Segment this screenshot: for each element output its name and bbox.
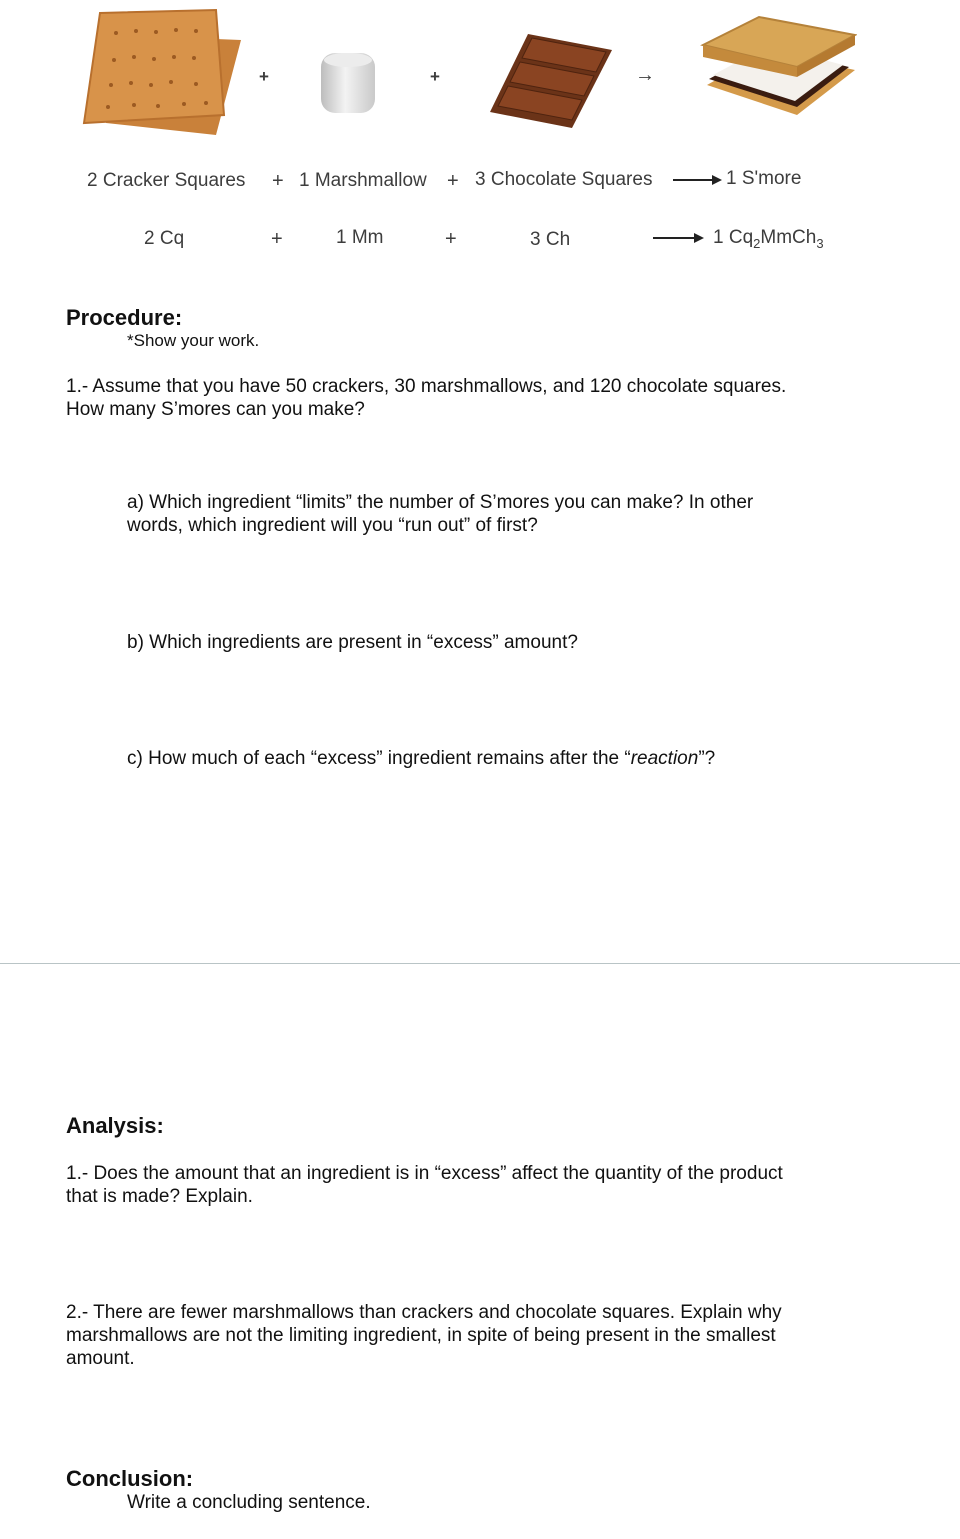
- plus-sign: +: [259, 67, 269, 86]
- procedure-note: *Show your work.: [127, 331, 260, 350]
- symbol-product: 1 $Cq_2MmCh_3$: [713, 227, 824, 251]
- procedure-question-b: b) Which ingredients are present in “excess” amount?: [127, 632, 578, 653]
- reaction-arrow-head: [712, 175, 722, 185]
- symbol-chocolate: 3 Ch: [530, 229, 571, 250]
- procedure-heading: Procedure:: [66, 305, 183, 330]
- conclusion-instruction: Write a concluding sentence.: [127, 1492, 371, 1513]
- analysis-question-1: 1.- Does the amount that an ingredient is in “excess” affect the quantity of the product that is made? Explain.: [66, 1163, 783, 1207]
- reaction-arrow: [673, 179, 713, 181]
- arrow-icon: →: [635, 64, 655, 86]
- smore-icon: [697, 15, 857, 125]
- analysis-question-2: 2.- There are fewer marshmallows than crackers and chocolate squares. Explain why marshmallows are not the limiting ingredient, in spite of being present in the smallest amount.: [66, 1302, 782, 1369]
- equation-marshmallow: 1 Marshmallow: [299, 170, 427, 191]
- symbol-reaction-arrow: [653, 237, 695, 239]
- equation-product: 1 S'more: [726, 168, 802, 189]
- graham-cracker-icon: [76, 5, 244, 137]
- analysis-heading: Analysis:: [66, 1113, 164, 1138]
- symbol-plus: +: [445, 228, 457, 250]
- equation-plus: +: [447, 170, 459, 192]
- conclusion-heading: Conclusion:: [66, 1466, 194, 1491]
- plus-sign: +: [430, 67, 440, 86]
- equation-plus: +: [272, 170, 284, 192]
- procedure-question-c: c) How much of each “excess” ingredient remains after the “reaction”?: [127, 748, 716, 769]
- procedure-question-1: 1.- Assume that you have 50 crackers, 30 marshmallows, and 120 chocolate squares. How many S’mores can you make?: [66, 376, 787, 420]
- symbol-crackers: 2 Cq: [144, 228, 185, 249]
- symbol-plus: +: [271, 228, 283, 250]
- symbol-marshmallow: 1 Mm: [336, 227, 384, 248]
- chocolate-bar-icon: [488, 32, 614, 130]
- procedure-question-a: a) Which ingredient “limits” the number of S’mores you can make? In other words, which ingredient will you “run out” of first?: [127, 492, 754, 536]
- marshmallow-icon: [318, 50, 378, 116]
- symbol-reaction-arrow-head: [694, 233, 704, 243]
- page-divider: [0, 963, 960, 964]
- equation-chocolate: 3 Chocolate Squares: [475, 169, 653, 190]
- equation-crackers: 2 Cracker Squares: [87, 170, 246, 191]
